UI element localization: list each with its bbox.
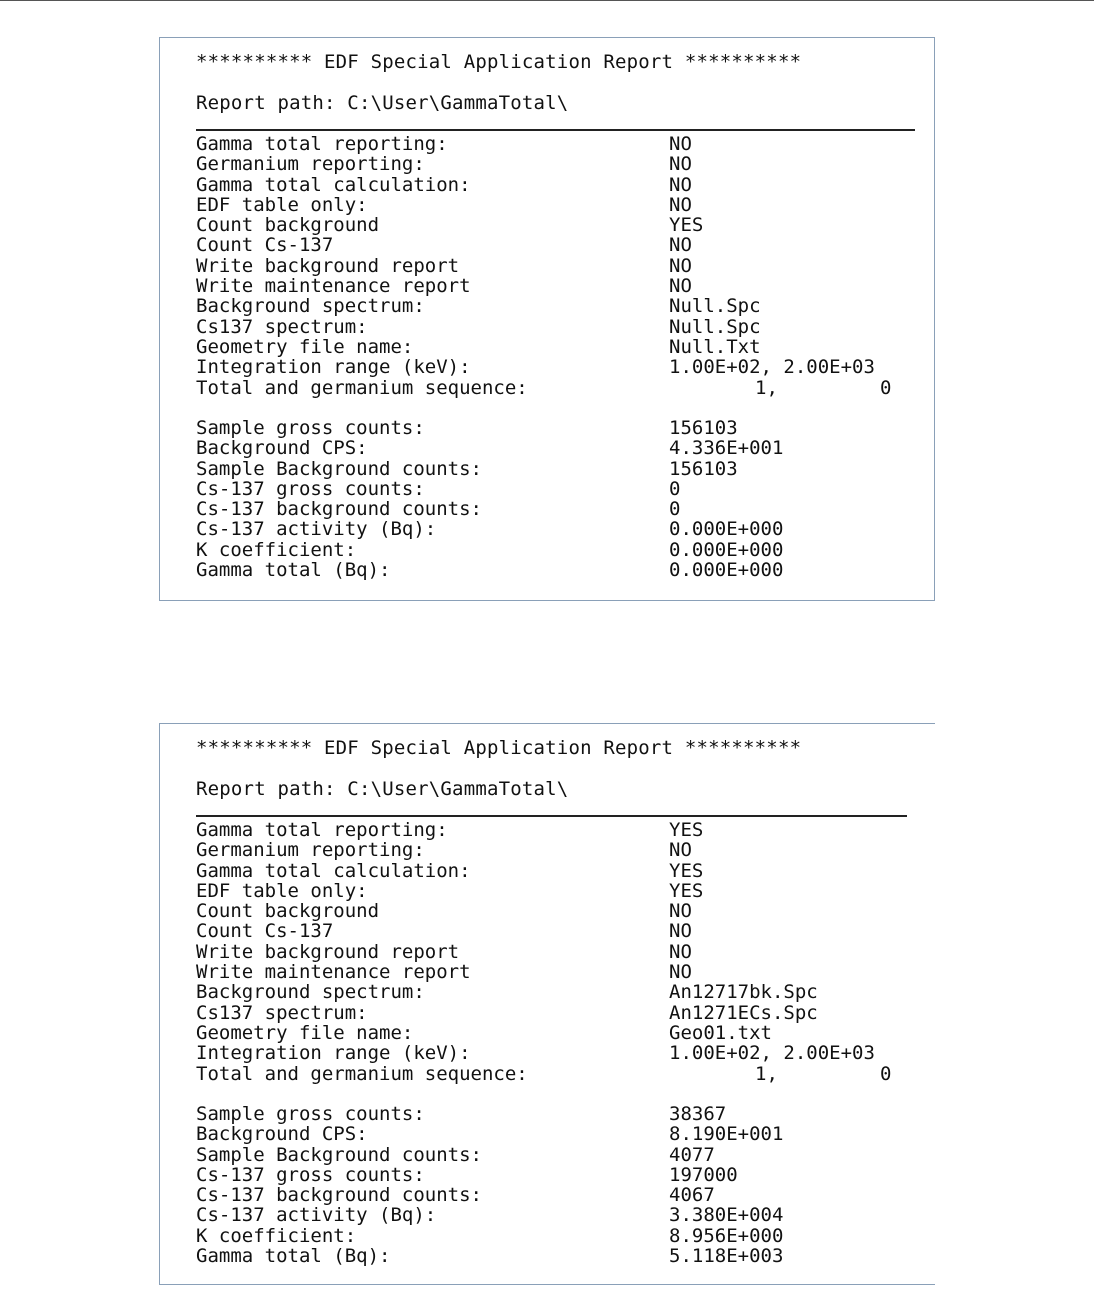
setting-row — [196, 357, 896, 377]
row-value: An12717bk.Spc — [669, 981, 818, 1004]
result-row — [196, 560, 896, 580]
row-value: YES — [669, 214, 704, 237]
row-value: YES — [669, 879, 704, 902]
setting-row — [196, 1043, 896, 1063]
row-label: Sample Background counts: — [196, 1143, 482, 1166]
setting-row — [196, 840, 896, 860]
row-label: Cs-137 activity (Bq): — [196, 518, 437, 541]
report-panel-1 — [159, 37, 935, 601]
row-value: NO — [669, 153, 692, 176]
setting-row — [196, 134, 896, 154]
row-label: K coefficient: — [196, 538, 357, 561]
row-label: Cs-137 gross counts: — [196, 1163, 425, 1186]
row-value: NO — [669, 234, 692, 257]
result-row — [196, 1226, 896, 1246]
row-value: NO — [669, 900, 692, 923]
setting-row — [196, 215, 896, 235]
setting-row — [196, 296, 896, 316]
report-title: ********** EDF Special Application Report ********** — [196, 51, 802, 73]
result-row — [196, 1205, 896, 1225]
row-value: 8.956E+000 — [669, 1224, 784, 1247]
row-label: Geometry file name: — [196, 335, 414, 358]
row-label: Count background — [196, 214, 380, 237]
sequence-row — [196, 378, 896, 398]
row-label: Gamma total calculation: — [196, 859, 471, 882]
setting-row — [196, 982, 896, 1002]
setting-row — [196, 942, 896, 962]
result-row — [196, 540, 896, 560]
result-row — [196, 499, 896, 519]
report-path: Report path: C:\User\GammaTotal\ — [196, 92, 569, 114]
row-value: An1271ECs.Spc — [669, 1001, 818, 1024]
setting-row — [196, 921, 896, 941]
row-label: Sample Background counts: — [196, 457, 482, 480]
row-value: YES — [669, 819, 704, 841]
setting-row — [196, 820, 896, 840]
row-value: 1.00E+02, 2.00E+03 — [669, 356, 875, 379]
row-value: 0.000E+000 — [669, 518, 784, 541]
row-value: 5.118E+003 — [669, 1245, 784, 1268]
setting-row — [196, 901, 896, 921]
row-label: Background spectrum: — [196, 295, 425, 318]
setting-row — [196, 337, 896, 357]
row-value: NO — [669, 254, 692, 277]
row-label: Background CPS: — [196, 1123, 368, 1146]
row-label: Write maintenance report — [196, 275, 471, 298]
row-value: Null.Spc — [669, 295, 761, 318]
row-label: Background CPS: — [196, 437, 368, 460]
row-label: Total and germanium sequence: — [196, 1062, 528, 1085]
row-value: NO — [669, 193, 692, 216]
row-label: Cs-137 background counts: — [196, 498, 482, 521]
row-value: NO — [669, 275, 692, 298]
row-value: 38367 — [669, 1103, 727, 1125]
row-label: EDF table only: — [196, 879, 368, 902]
settings-list — [196, 134, 896, 398]
row-value: 197000 — [669, 1163, 738, 1186]
divider — [196, 129, 915, 131]
setting-row — [196, 175, 896, 195]
result-row — [196, 438, 896, 458]
row-value: NO — [669, 961, 692, 984]
row-label: Background spectrum: — [196, 981, 425, 1004]
row-value: Null.Txt — [669, 335, 761, 358]
sequence-row — [196, 1064, 896, 1084]
row-label: Gamma total (Bq): — [196, 1245, 391, 1268]
setting-row — [196, 256, 896, 276]
sequence-germanium: 0 — [880, 1062, 892, 1085]
setting-row — [196, 235, 896, 255]
setting-row — [196, 276, 896, 296]
result-row — [196, 418, 896, 438]
row-label: Total and germanium sequence: — [196, 376, 528, 399]
row-label: Write background report — [196, 940, 460, 963]
row-value: NO — [669, 920, 692, 943]
divider — [196, 815, 907, 817]
setting-row — [196, 962, 896, 982]
results-list — [196, 418, 896, 580]
row-label: Write maintenance report — [196, 961, 471, 984]
result-row — [196, 1185, 896, 1205]
setting-row — [196, 317, 896, 337]
row-value: 8.190E+001 — [669, 1123, 784, 1146]
row-value: Geo01.txt — [669, 1021, 772, 1044]
report-title: ********** EDF Special Application Report ********** — [196, 737, 802, 759]
results-list — [196, 1104, 896, 1266]
row-label: Sample gross counts: — [196, 417, 425, 439]
setting-row — [196, 1003, 896, 1023]
row-label: Cs-137 background counts: — [196, 1184, 482, 1207]
row-value: NO — [669, 940, 692, 963]
row-label: Cs137 spectrum: — [196, 315, 368, 338]
row-label: Count background — [196, 900, 380, 923]
setting-row — [196, 861, 896, 881]
setting-row — [196, 154, 896, 174]
row-value: 0 — [669, 498, 681, 521]
result-row — [196, 1145, 896, 1165]
result-row — [196, 1246, 896, 1266]
row-label: Cs-137 gross counts: — [196, 477, 425, 500]
result-row — [196, 1165, 896, 1185]
row-value: NO — [669, 173, 692, 196]
row-label: Integration range (keV): — [196, 1042, 471, 1065]
top-divider — [0, 0, 1094, 1]
row-label: Germanium reporting: — [196, 153, 425, 176]
row-label: Gamma total reporting: — [196, 819, 448, 841]
result-row — [196, 1124, 896, 1144]
result-row — [196, 479, 896, 499]
row-label: Germanium reporting: — [196, 839, 425, 862]
row-label: Integration range (keV): — [196, 356, 471, 379]
row-value: 0.000E+000 — [669, 559, 784, 582]
row-value: 4067 — [669, 1184, 715, 1207]
row-label: EDF table only: — [196, 193, 368, 216]
row-value: 0.000E+000 — [669, 538, 784, 561]
setting-row — [196, 1023, 896, 1043]
row-label: Count Cs-137 — [196, 920, 334, 943]
row-label: Gamma total reporting: — [196, 133, 448, 155]
row-value: YES — [669, 859, 704, 882]
setting-row — [196, 881, 896, 901]
result-row — [196, 519, 896, 539]
row-value: NO — [669, 133, 692, 155]
row-value: 4077 — [669, 1143, 715, 1166]
row-label: K coefficient: — [196, 1224, 357, 1247]
row-label: Geometry file name: — [196, 1021, 414, 1044]
row-label: Sample gross counts: — [196, 1103, 425, 1125]
report-path: Report path: C:\User\GammaTotal\ — [196, 778, 569, 800]
sequence-total: 1, — [755, 1062, 778, 1085]
row-value: Null.Spc — [669, 315, 761, 338]
row-value: 0 — [669, 477, 681, 500]
row-label: Write background report — [196, 254, 460, 277]
row-value: 4.336E+001 — [669, 437, 784, 460]
result-row — [196, 459, 896, 479]
row-value: 156103 — [669, 417, 738, 439]
row-label: Cs137 spectrum: — [196, 1001, 368, 1024]
row-label: Gamma total calculation: — [196, 173, 471, 196]
row-value: NO — [669, 839, 692, 862]
result-row — [196, 1104, 896, 1124]
row-label: Count Cs-137 — [196, 234, 334, 257]
settings-list — [196, 820, 896, 1084]
row-value: 1.00E+02, 2.00E+03 — [669, 1042, 875, 1065]
row-value: 3.380E+004 — [669, 1204, 784, 1227]
sequence-germanium: 0 — [880, 376, 892, 399]
row-label: Gamma total (Bq): — [196, 559, 391, 582]
row-value: 156103 — [669, 457, 738, 480]
sequence-total: 1, — [755, 376, 778, 399]
report-panel-2 — [159, 723, 935, 1285]
row-label: Cs-137 activity (Bq): — [196, 1204, 437, 1227]
setting-row — [196, 195, 896, 215]
